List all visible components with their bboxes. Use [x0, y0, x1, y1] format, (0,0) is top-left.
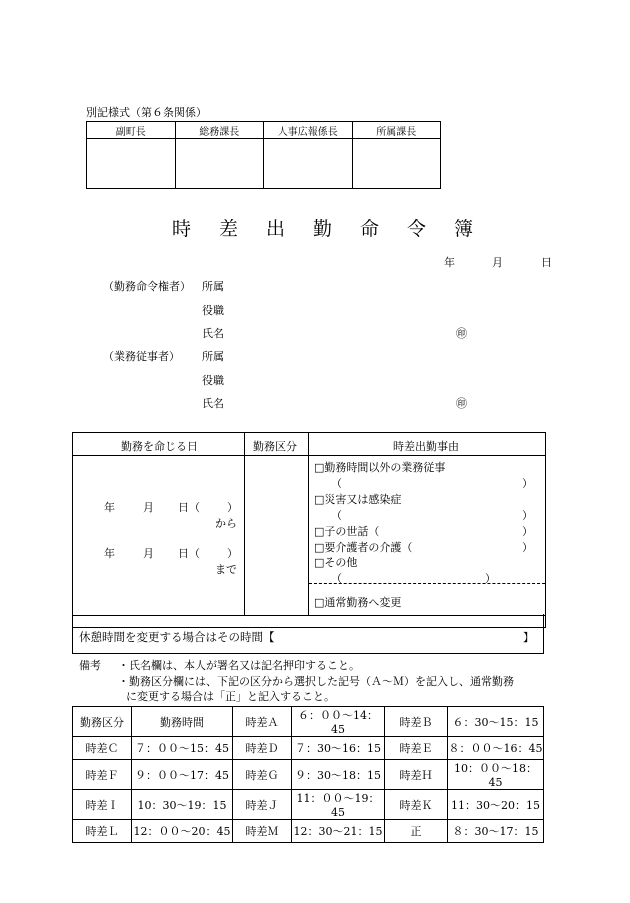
col-order-date: 勤務を命じる日 — [121, 440, 198, 453]
table-cell: 時差Ｉ — [73, 790, 132, 820]
until-date-day[interactable]: 日（ — [178, 547, 200, 560]
worker-dept[interactable]: 所属 — [202, 350, 224, 363]
title-char: 簿 — [454, 218, 474, 240]
table-cell: 時差Ｆ — [73, 760, 132, 790]
table-cell: ６：００～14：45 — [292, 707, 385, 737]
from-date-year[interactable]: 年 — [104, 501, 115, 514]
table-cell: 時差Ｍ — [233, 820, 292, 843]
commander-name[interactable]: 氏名 — [202, 327, 224, 340]
break-time-label: 休憩時間を変更する場合はその時間【 — [79, 630, 275, 644]
col-work-type: 勤務区分 — [253, 440, 297, 453]
table-cell: 時差Ｄ — [233, 737, 292, 760]
date-month[interactable]: 月 — [492, 256, 503, 269]
work-type-cell[interactable] — [245, 456, 308, 615]
seal-mark: ㊞ — [456, 327, 467, 340]
title-char: 出 — [266, 218, 286, 240]
title-char: 命 — [360, 218, 380, 240]
close-paren: ） — [522, 509, 533, 522]
commander-dept[interactable]: 所属 — [202, 280, 224, 293]
commander-position[interactable]: 役職 — [202, 304, 224, 317]
worker-label: （業務従事者） — [103, 350, 180, 363]
reason-disaster-detail[interactable]: （ — [331, 509, 342, 522]
table-cell: 時差Ｊ — [233, 790, 292, 820]
table-cell: 時差Ｌ — [73, 820, 132, 843]
table-row — [73, 790, 544, 820]
close-paren: ） — [522, 541, 533, 554]
stamp-cell[interactable] — [87, 139, 176, 189]
worker-position[interactable]: 役職 — [202, 374, 224, 387]
note-line: ・氏名欄は、本人が署名又は記名押印すること。 — [118, 659, 360, 672]
table-cell: ９：００～17：45 — [132, 760, 233, 790]
from-date-day[interactable]: 日（ — [178, 501, 200, 514]
close-paren: ） — [227, 501, 238, 514]
stamp-cell[interactable] — [352, 139, 441, 189]
col-reason: 時差出勤事由 — [393, 440, 459, 453]
table-cell: 時差Ａ — [233, 707, 292, 737]
table-cell: ７：30～16：15 — [292, 737, 385, 760]
worker-name[interactable]: 氏名 — [202, 397, 224, 410]
table-cell: 時差Ｂ — [385, 707, 448, 737]
table-cell: 11：30～20：15 — [448, 790, 544, 820]
reason-disaster[interactable]: □災害又は感染症 — [314, 493, 402, 506]
table-cell: 勤務区分 — [73, 707, 132, 737]
break-time-row[interactable] — [72, 614, 544, 654]
until-label: まで — [215, 563, 237, 576]
schedule-table — [72, 706, 544, 843]
approval-hr-pr: 人事広報係長 — [264, 122, 353, 139]
table-row — [73, 820, 544, 843]
reason-overtime-detail[interactable]: （ — [331, 477, 342, 490]
table-cell: 時差Ｅ — [385, 737, 448, 760]
reason-other[interactable]: □その他 — [314, 556, 358, 569]
reason-nursing[interactable]: □要介護者の介護（ — [314, 541, 413, 554]
approval-table — [86, 121, 441, 189]
table-cell: 10：００～18：45 — [448, 760, 544, 790]
table-cell: 12：30～21：15 — [292, 820, 385, 843]
table-cell: 時差Ｃ — [73, 737, 132, 760]
close-paren: ） — [227, 547, 238, 560]
reason-change-normal[interactable]: □通常勤務へ変更 — [314, 596, 402, 609]
close-paren: ） — [522, 525, 533, 538]
approval-vice-mayor: 副町長 — [87, 122, 176, 139]
break-time-close: 】 — [523, 631, 534, 644]
table-cell: 正 — [385, 820, 448, 843]
title-char: 時 — [172, 218, 192, 240]
until-date-year[interactable]: 年 — [104, 547, 115, 560]
table-row — [73, 760, 544, 790]
title-char: 令 — [407, 218, 427, 240]
table-cell: 12：００～20：45 — [132, 820, 233, 843]
approval-dept-chief: 所属課長 — [352, 122, 441, 139]
date-year[interactable]: 年 — [444, 256, 455, 269]
note-line: に変更する場合は「正」と記入すること。 — [126, 690, 335, 703]
from-label: から — [215, 517, 237, 530]
title-char: 勤 — [313, 218, 333, 240]
close-paren: ） — [485, 572, 496, 585]
title-char: 差 — [219, 218, 239, 240]
until-date-month[interactable]: 月 — [143, 547, 154, 560]
reason-overtime[interactable]: □勤務時間以外の業務従事 — [314, 461, 446, 474]
note-line: ・勤務区分欄には、下記の区分から選択した記号（Ａ～Ｍ）を記入し、通常勤務 — [118, 675, 514, 688]
table-cell: ７：００～15：45 — [132, 737, 233, 760]
order-table — [72, 432, 546, 644]
stamp-cell[interactable] — [175, 139, 264, 189]
table-cell: 11：００～19：45 — [292, 790, 385, 820]
table-cell: 時差Ｇ — [233, 760, 292, 790]
table-row — [73, 707, 544, 737]
table-cell: ９：30～18：15 — [292, 760, 385, 790]
table-cell: 勤務時間 — [132, 707, 233, 737]
stamp-cell[interactable] — [264, 139, 353, 189]
table-cell: 時差Ｋ — [385, 790, 448, 820]
table-cell: ８：００～16：45 — [448, 737, 544, 760]
table-cell: 10：30～19：15 — [132, 790, 233, 820]
seal-mark: ㊞ — [456, 397, 467, 410]
close-paren: ） — [522, 477, 533, 490]
reason-other-detail[interactable]: （ — [331, 572, 342, 585]
table-cell: ６：30～15：15 — [448, 707, 544, 737]
table-row — [73, 737, 544, 760]
from-date-month[interactable]: 月 — [143, 501, 154, 514]
reason-childcare[interactable]: □子の世話（ — [314, 525, 380, 538]
table-cell: ８：30～17：15 — [448, 820, 544, 843]
form-label: 別記様式（第６条関係） — [86, 106, 207, 119]
commander-label: （勤務命令権者） — [103, 280, 191, 293]
page-title — [172, 214, 501, 241]
table-cell: 時差Ｈ — [385, 760, 448, 790]
notes-label: 備考 — [79, 659, 101, 672]
approval-general-affairs: 総務課長 — [175, 122, 264, 139]
date-day[interactable]: 日 — [541, 256, 552, 269]
